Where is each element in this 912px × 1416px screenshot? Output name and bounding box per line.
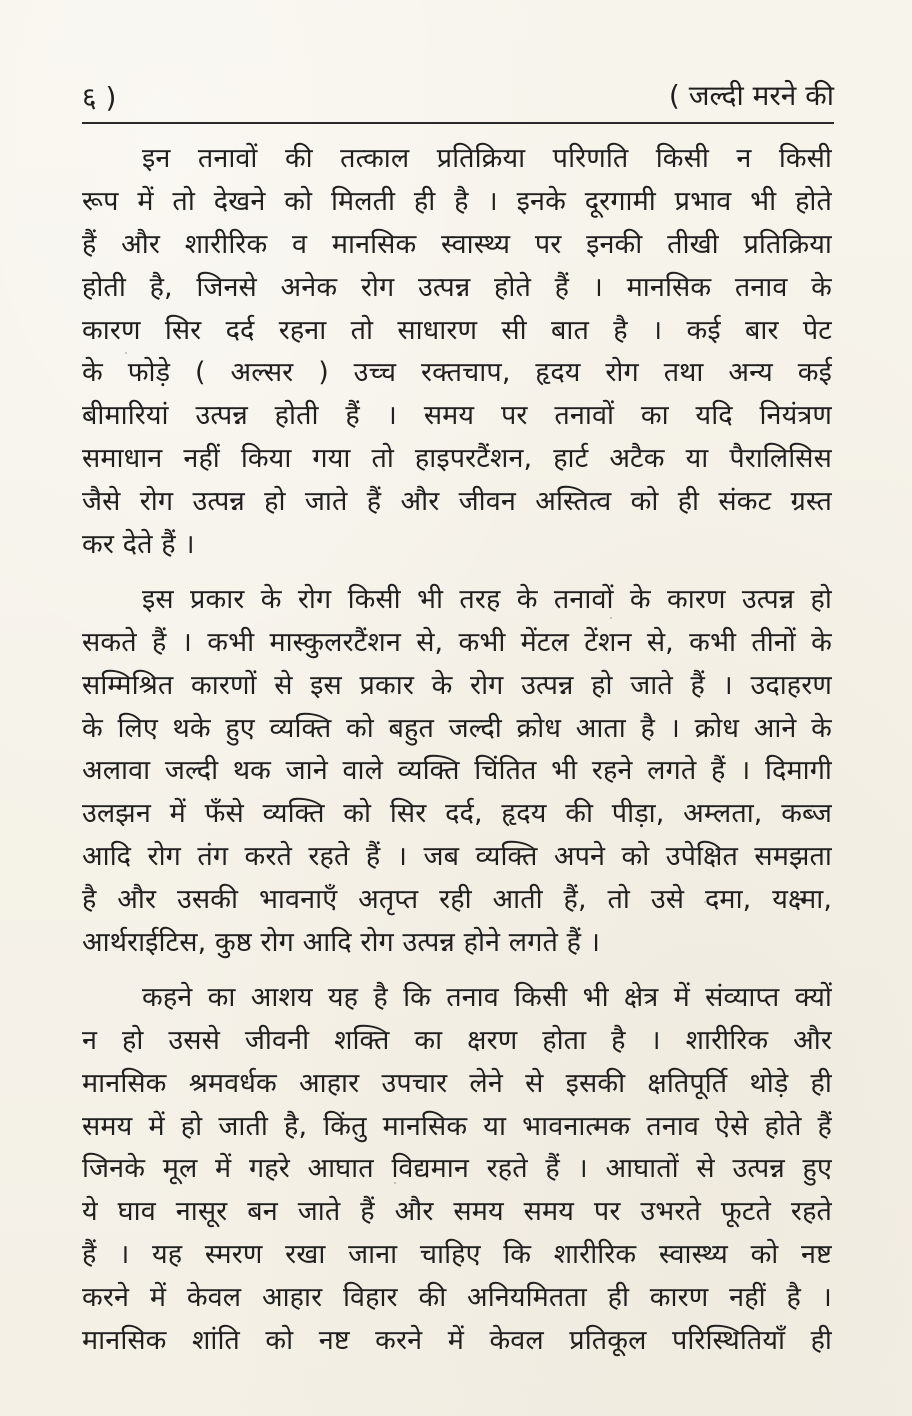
text-line: के फोड़े ( अल्सर ) उच्च रक्तचाप, हृदय रोग तथा अन्य कई xyxy=(82,357,832,389)
text-line: अलावा जल्दी थक जाने वाले व्यक्ति चिंतित भी रहने लगते हैं । दिमागी xyxy=(82,755,832,787)
ink-speck xyxy=(704,901,706,903)
paragraph-spacer xyxy=(82,567,832,579)
text-line: सकते हैं । कभी मास्कुलरटैंशन से, कभी मेंटल टेंशन से, कभी तीनों के xyxy=(82,626,832,658)
text-line: बीमारियां उत्पन्न होती हैं । समय पर तनावों का यदि नियंत्रण xyxy=(82,400,832,432)
text-line: कर देते हैं । xyxy=(82,529,195,561)
text-line: हैं । यह स्मरण रखा जाना चाहिए कि शारीरिक स्वास्थ्य को नष्ट xyxy=(82,1239,832,1271)
page-number: ६ ) xyxy=(82,81,117,114)
ink-speck xyxy=(610,617,612,619)
text-line: मानसिक शांति को नष्ट करने में केवल प्रतिकूल परिस्थितियाँ ही xyxy=(82,1325,832,1357)
ink-speck xyxy=(394,1182,396,1184)
header-rule xyxy=(82,122,834,124)
text-line: सम्मिश्रित कारणों से इस प्रकार के रोग उत्पन्न हो जाते हैं । उदाहरण xyxy=(82,669,832,701)
text-line: न हो उससे जीवनी शक्ति का क्षरण होता है । शारीरिक और xyxy=(82,1024,832,1056)
text-line: उलझन में फँसे व्यक्ति को सिर दर्द, हृदय की पीड़ा, अम्लता, कब्ज xyxy=(82,798,832,830)
text-line: आदि रोग तंग करते रहते हैं । जब व्यक्ति अपने को उपेक्षित समझता xyxy=(82,841,832,873)
text-line: ये घाव नासूर बन जाते हैं और समय समय पर उभरते फूटते रहते xyxy=(82,1196,832,1228)
text-line: इस प्रकार के रोग किसी भी तरह के तनावों के कारण उत्पन्न हो xyxy=(142,583,832,615)
paragraph xyxy=(82,579,832,965)
text-line: रूप में तो देखने को मिलती ही है । इनके दूरगामी प्रभाव भी होते xyxy=(82,185,832,217)
text-line: जिनके मूल में गहरे आघात विद्यमान रहते हैं । आघातों से उत्पन्न हुए xyxy=(82,1153,832,1185)
text-line: समय में हो जाती है, किंतु मानसिक या भावनात्मक तनाव ऐसे होते हैं xyxy=(82,1110,832,1142)
page-header xyxy=(82,78,834,124)
text-line: आर्थराईटिस, कुष्ठ रोग आदि रोग उत्पन्न होने लगते हैं । xyxy=(82,927,601,959)
running-head: ( जल्दी मरने की xyxy=(668,79,834,112)
text-line: जैसे रोग उत्पन्न हो जाते हैं और जीवन अस्तित्व को ही संकट ग्रस्त xyxy=(82,486,832,518)
text-line: मानसिक श्रमवर्धक आहार उपचार लेने से इसकी क्षतिपूर्ति थोड़े ही xyxy=(82,1067,832,1099)
body-text xyxy=(82,138,832,1363)
text-line: होती है, जिनसे अनेक रोग उत्पन्न होते हैं । मानसिक तनाव के xyxy=(82,271,832,303)
text-line: हैं और शारीरिक व मानसिक स्वास्थ्य पर इनकी तीखी प्रतिक्रिया xyxy=(82,228,832,260)
text-line: है और उसकी भावनाएँ अतृप्त रही आती हैं, तो उसे दमा, यक्ष्मा, xyxy=(82,884,832,916)
text-line: करने में केवल आहार विहार की अनियमितता ही कारण नहीं है । xyxy=(82,1282,832,1314)
paragraph xyxy=(82,138,832,567)
text-line: कहने का आशय यह है कि तनाव किसी भी क्षेत्र में संव्याप्त क्यों xyxy=(142,981,832,1013)
text-line: के लिए थके हुए व्यक्ति को बहुत जल्दी क्रोध आता है । क्रोध आने के xyxy=(82,712,832,744)
ink-speck xyxy=(125,352,127,354)
paragraph-spacer xyxy=(82,965,832,977)
paragraph xyxy=(82,977,832,1363)
text-line: कारण सिर दर्द रहना तो साधारण सी बात है । कई बार पेट xyxy=(82,314,832,346)
text-line: समाधान नहीं किया गया तो हाइपरटैंशन, हार्ट अटैक या पैरालिसिस xyxy=(82,443,832,475)
text-line: इन तनावों की तत्काल प्रतिक्रिया परिणति किसी न किसी xyxy=(142,143,832,174)
